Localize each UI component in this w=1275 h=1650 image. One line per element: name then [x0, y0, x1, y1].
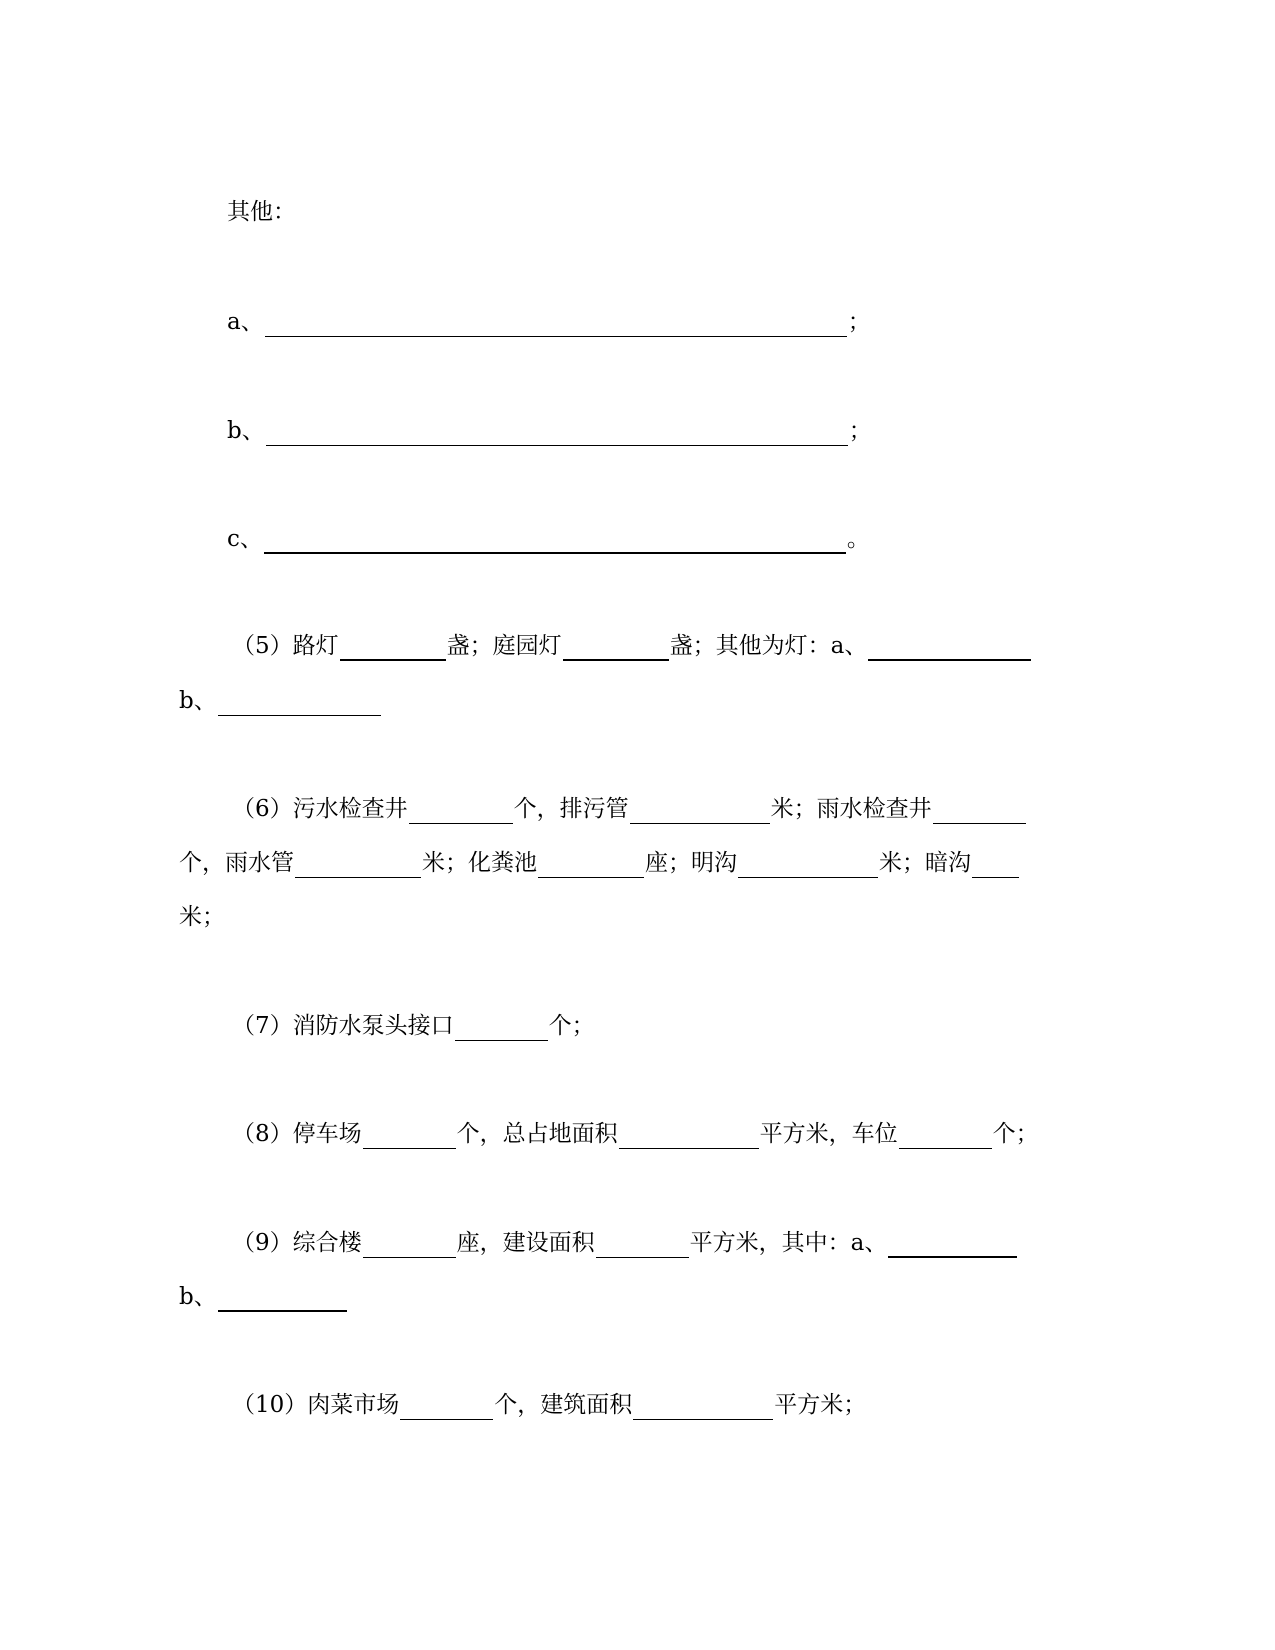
other-item-b — [227, 416, 872, 446]
other-item-suffix: ； — [847, 309, 871, 335]
fill-blank[interactable] — [738, 853, 878, 878]
fill-blank[interactable] — [265, 312, 847, 337]
item-text: 个，总占地面积 — [456, 1121, 618, 1147]
item-text: 平方米，车位 — [759, 1121, 898, 1147]
fill-blank[interactable] — [266, 421, 848, 446]
other-item-c — [227, 524, 870, 554]
item-text: b、 — [179, 688, 217, 714]
fill-blank[interactable] — [363, 1124, 456, 1149]
fill-blank[interactable] — [340, 635, 446, 661]
item-text: 个，排污管 — [513, 796, 629, 822]
other-item-suffix: 。 — [846, 526, 870, 552]
other-heading-line — [227, 197, 296, 227]
other-item-prefix: c、 — [227, 526, 263, 552]
other-item-suffix: ； — [848, 418, 872, 444]
other-item-prefix: a、 — [227, 309, 264, 335]
item-text: 个； — [992, 1121, 1039, 1147]
item-text: 米；化粪池 — [422, 850, 537, 876]
item-8 — [232, 1119, 1039, 1149]
fill-blank[interactable] — [218, 691, 381, 716]
item-6-line-1 — [232, 794, 1027, 824]
other-heading: 其他： — [227, 199, 296, 225]
item-text: 盏；其他为灯：a、 — [669, 633, 868, 659]
item-text: 个，雨水管 — [179, 850, 294, 876]
item-6-line-2 — [179, 848, 1020, 878]
item-5-line-1 — [232, 631, 1032, 661]
fill-blank[interactable] — [596, 1233, 689, 1258]
item-text: 米；暗沟 — [879, 850, 971, 876]
fill-blank[interactable] — [972, 853, 1019, 878]
item-text: 个； — [548, 1013, 595, 1039]
item-text: 个，建筑面积 — [494, 1392, 633, 1418]
item-text: b、 — [179, 1284, 217, 1310]
fill-blank[interactable] — [630, 799, 770, 824]
fill-blank[interactable] — [538, 853, 644, 878]
item-10 — [232, 1390, 866, 1420]
fill-blank[interactable] — [633, 1395, 773, 1420]
item-text: 座；明沟 — [645, 850, 737, 876]
item-label: （10）肉菜市场 — [232, 1392, 400, 1418]
item-5-line-2 — [179, 686, 382, 716]
fill-blank[interactable] — [218, 1286, 347, 1312]
item-text: 盏；庭园灯 — [446, 633, 562, 659]
item-label: （9）综合楼 — [232, 1230, 362, 1256]
fill-blank[interactable] — [868, 635, 1031, 661]
other-item-prefix: b、 — [227, 418, 265, 444]
item-label: （5）路灯 — [232, 633, 339, 659]
item-text: 米；雨水检查井 — [770, 796, 932, 822]
fill-blank[interactable] — [295, 853, 421, 878]
item-label: （6）污水检查井 — [232, 796, 408, 822]
fill-blank[interactable] — [455, 1016, 548, 1041]
item-text: 米； — [179, 904, 225, 930]
item-text: 平方米，其中：a、 — [689, 1230, 888, 1256]
item-label: （8）停车场 — [232, 1121, 362, 1147]
item-text: 座，建设面积 — [456, 1230, 595, 1256]
item-label: （7）消防水泵头接口 — [232, 1013, 454, 1039]
fill-blank[interactable] — [363, 1233, 456, 1258]
item-9-line-1 — [232, 1228, 1018, 1258]
item-9-line-2 — [179, 1282, 348, 1312]
item-6-line-3 — [179, 902, 225, 932]
other-item-a — [227, 307, 871, 337]
item-7 — [232, 1011, 595, 1041]
fill-blank[interactable] — [409, 799, 513, 824]
fill-blank[interactable] — [888, 1232, 1017, 1258]
fill-blank[interactable] — [619, 1124, 759, 1149]
fill-blank[interactable] — [563, 635, 669, 661]
fill-blank[interactable] — [264, 528, 846, 554]
fill-blank[interactable] — [933, 799, 1026, 824]
item-text: 平方米； — [774, 1392, 867, 1418]
fill-blank[interactable] — [400, 1395, 493, 1420]
fill-blank[interactable] — [899, 1124, 992, 1149]
